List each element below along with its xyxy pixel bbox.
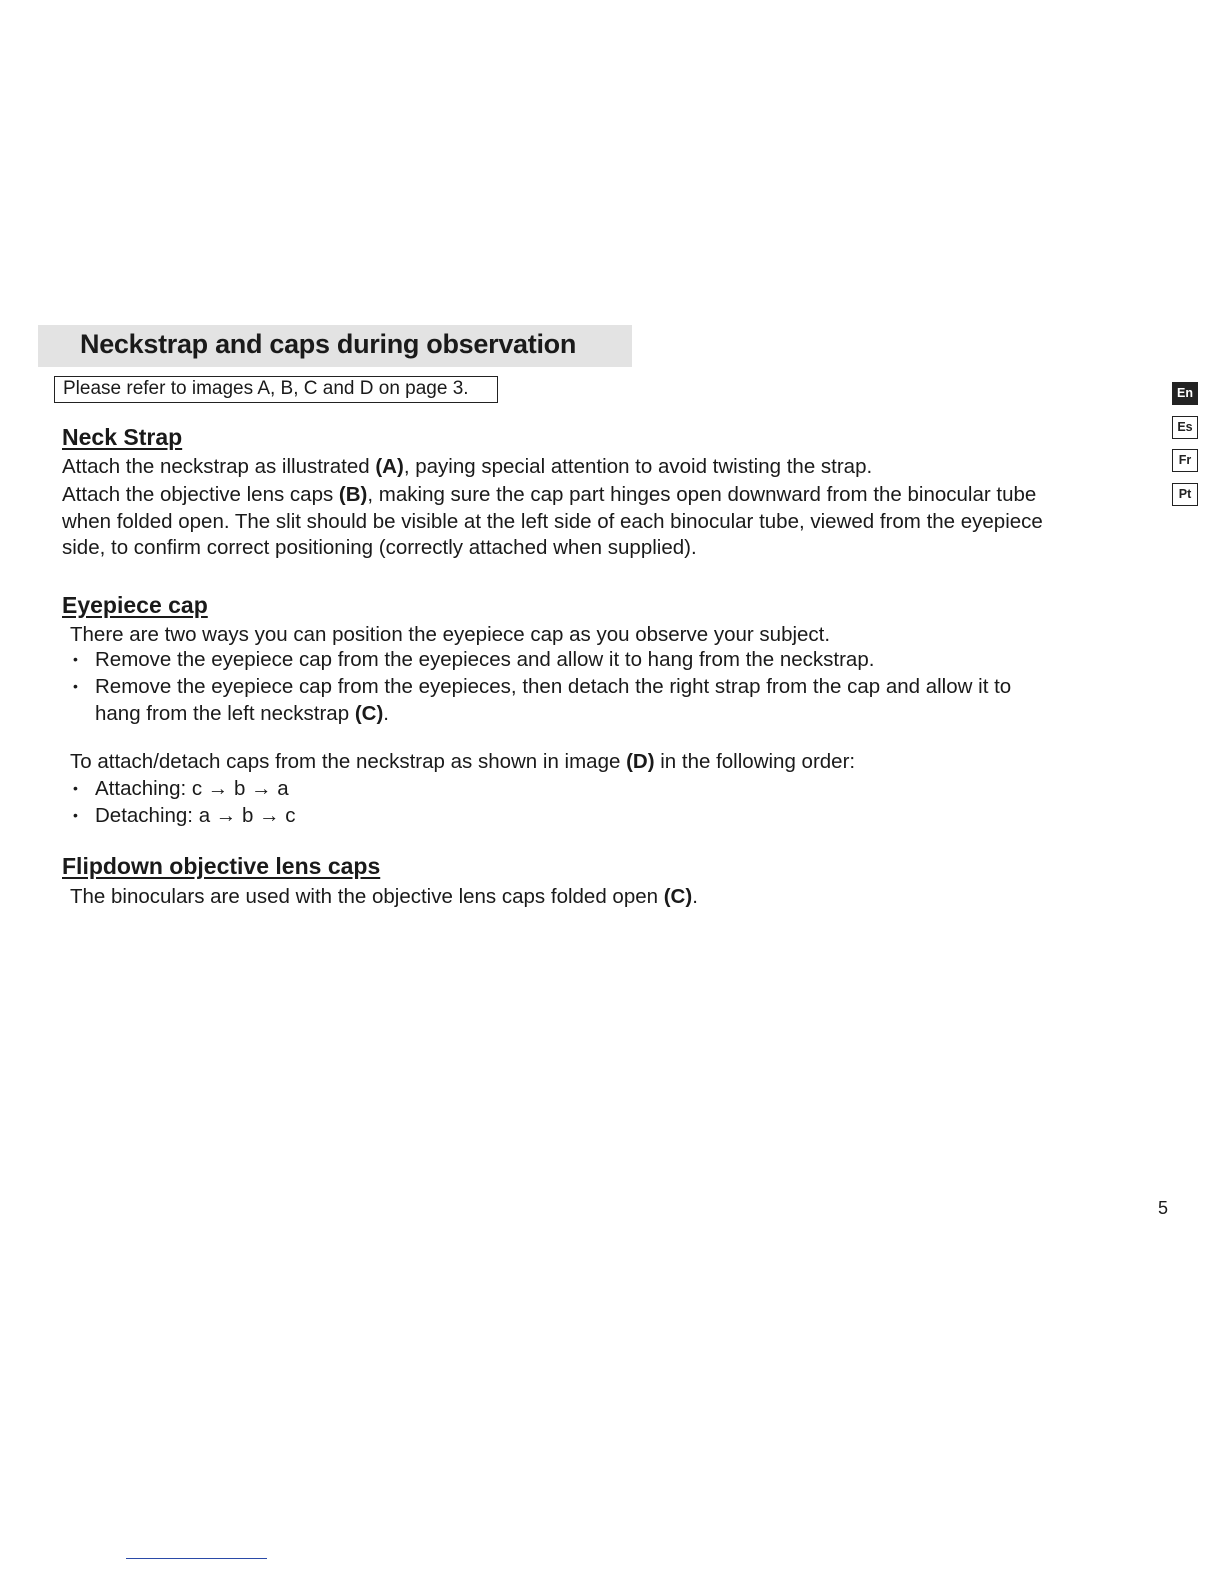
eyepiece-cap-intro: There are two ways you can position the eyepiece cap as you observe your subject.	[70, 623, 831, 646]
footer-divider	[126, 1558, 267, 1559]
page-title: Neckstrap and caps during observation	[80, 329, 577, 359]
attaching-order: Attaching: c → b → a	[95, 777, 289, 800]
neck-strap-heading: Neck Strap	[62, 424, 183, 450]
flipdown-heading: Flipdown objective lens caps	[62, 853, 381, 879]
neck-strap-line-1: Attach the neckstrap as illustrated (A), paying special attention to avoid twisting the strap.	[62, 455, 873, 478]
bullet-icon: •	[73, 807, 78, 823]
eyepiece-bullet-1: Remove the eyepiece cap from the eyepieces and allow it to hang from the neckstrap.	[95, 648, 875, 671]
attach-detach-intro: To attach/detach caps from the neckstrap as shown in image (D) in the following order:	[70, 750, 856, 773]
refer-note: Please refer to images A, B, C and D on page 3.	[63, 378, 469, 399]
language-tab-fr[interactable]: Fr	[1172, 449, 1198, 472]
eyepiece-cap-heading: Eyepiece cap	[62, 592, 208, 618]
bullet-icon: •	[73, 678, 78, 694]
flipdown-text: The binoculars are used with the objective lens caps folded open (C).	[70, 885, 698, 908]
neck-strap-line-2: Attach the objective lens caps (B), making sure the cap part hinges open downward from the binocular tube	[62, 483, 1037, 506]
bullet-icon: •	[73, 780, 78, 796]
eyepiece-bullet-2-line-1: Remove the eyepiece cap from the eyepieces, then detach the right strap from the cap and allow it to	[95, 675, 1012, 698]
bullet-icon: •	[73, 651, 78, 667]
page-number: 5	[1158, 1198, 1169, 1218]
language-tab-pt[interactable]: Pt	[1172, 483, 1198, 506]
neck-strap-line-4: side, to confirm correct positioning (correctly attached when supplied).	[62, 536, 697, 559]
eyepiece-bullet-2-line-2: hang from the left neckstrap (C).	[95, 702, 389, 725]
neck-strap-line-3: when folded open. The slit should be visible at the left side of each binocular tube, viewed from the eyepiece	[62, 510, 1043, 533]
language-tab-es[interactable]: Es	[1172, 416, 1198, 439]
detaching-order: Detaching: a → b → c	[95, 804, 296, 827]
language-tab-en[interactable]: En	[1172, 382, 1198, 405]
